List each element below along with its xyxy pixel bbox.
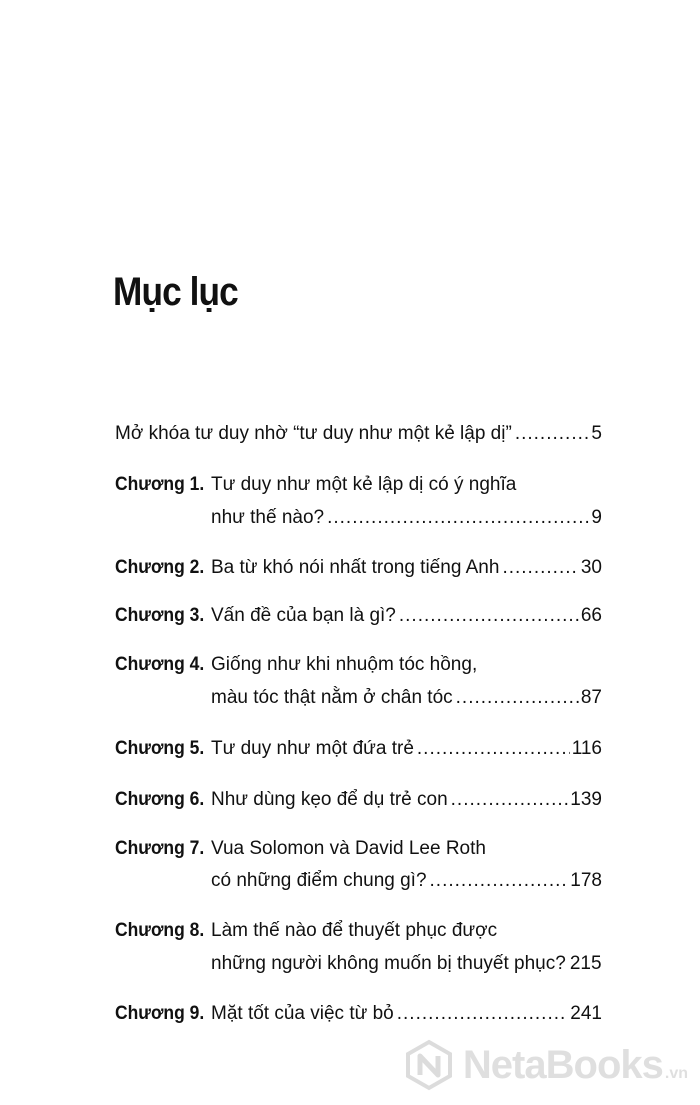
toc-entry-page: 87 bbox=[580, 687, 602, 708]
toc-entry-page: 116 bbox=[571, 738, 602, 759]
toc-entry-chapter-4 bbox=[115, 654, 602, 676]
toc-entry-page: 178 bbox=[570, 870, 602, 891]
toc-entry-page: 241 bbox=[570, 1003, 602, 1024]
chapter-label: Chương 1. bbox=[115, 474, 205, 495]
toc-entry-chapter-7 bbox=[115, 838, 602, 860]
leader-dots bbox=[430, 870, 569, 892]
toc-entry-title-continued: màu tóc thật nằm ở chân tóc bbox=[211, 687, 453, 708]
chapter-label: Chương 2. bbox=[115, 557, 205, 578]
watermark-brand: NetaBooks bbox=[462, 1042, 663, 1087]
leader-dots bbox=[451, 789, 569, 811]
toc-entry-chapter-2 bbox=[115, 557, 602, 579]
netabooks-logo-icon bbox=[403, 1039, 455, 1091]
leader-dots bbox=[502, 557, 578, 579]
toc-entry-chapter-7-line2 bbox=[211, 870, 602, 892]
toc-entry-title: Làm thế nào để thuyết phục được bbox=[211, 920, 498, 941]
toc-entry-page: 215 bbox=[569, 953, 602, 974]
toc-entry-title: Vua Solomon và David Lee Roth bbox=[211, 838, 486, 859]
toc-entry-chapter-1 bbox=[115, 474, 602, 496]
toc-entry-title: Giống như khi nhuộm tóc hồng, bbox=[211, 654, 478, 675]
toc-entry-page: 66 bbox=[580, 605, 602, 626]
toc-heading: Mục lục bbox=[113, 270, 238, 314]
toc-entry-title: Ba từ khó nói nhất trong tiếng Anh bbox=[211, 557, 500, 578]
toc-entry-chapter-5 bbox=[115, 738, 602, 760]
leader-dots bbox=[456, 687, 579, 709]
toc-entry-title-continued: như thế nào? bbox=[211, 507, 325, 528]
leader-dots bbox=[327, 507, 589, 529]
toc-entry-title: Mặt tốt của việc từ bỏ bbox=[211, 1003, 394, 1024]
watermark-suffix: .vn bbox=[664, 1065, 688, 1082]
toc-entry-title: Như dùng kẹo để dụ trẻ con bbox=[211, 789, 448, 810]
chapter-label: Chương 9. bbox=[115, 1003, 205, 1024]
toc-entry-title: Tư duy như một kẻ lập dị có ý nghĩa bbox=[211, 474, 517, 495]
toc-entry-title: Mở khóa tư duy nhờ “tư duy như một kẻ lập dị” bbox=[115, 423, 512, 444]
toc-entry-intro bbox=[115, 423, 602, 445]
toc-entry-chapter-8 bbox=[115, 920, 602, 942]
toc-entry-page: 139 bbox=[570, 789, 602, 810]
toc-entry-chapter-6 bbox=[115, 789, 602, 811]
toc-entry-page: 30 bbox=[580, 557, 602, 578]
toc-entry-chapter-4-line2 bbox=[211, 687, 602, 709]
toc-entry-page: 9 bbox=[591, 507, 602, 528]
chapter-label: Chương 5. bbox=[115, 738, 205, 759]
leader-dots bbox=[397, 1003, 569, 1025]
toc-entry-title: Tư duy như một đứa trẻ bbox=[211, 738, 414, 759]
toc-entry-chapter-1-line2 bbox=[211, 507, 602, 529]
toc-entry-page: 5 bbox=[591, 423, 602, 444]
leader-dots bbox=[417, 738, 570, 760]
toc-entry-title-continued: có những điểm chung gì? bbox=[211, 870, 427, 891]
toc-entry-chapter-8-line2 bbox=[211, 953, 602, 975]
chapter-label: Chương 3. bbox=[115, 605, 205, 626]
leader-dots bbox=[515, 423, 590, 445]
chapter-label: Chương 8. bbox=[115, 920, 205, 941]
watermark bbox=[403, 1039, 688, 1091]
leader-dots bbox=[399, 605, 579, 627]
chapter-label: Chương 6. bbox=[115, 789, 205, 810]
toc-entry-chapter-9 bbox=[115, 1003, 602, 1025]
toc-entry-chapter-3 bbox=[115, 605, 602, 627]
toc-entry-title-continued: những người không muốn bị thuyết phục? bbox=[211, 953, 566, 974]
chapter-label: Chương 7. bbox=[115, 838, 205, 859]
toc-entry-title: Vấn đề của bạn là gì? bbox=[211, 605, 396, 626]
chapter-label: Chương 4. bbox=[115, 654, 205, 675]
